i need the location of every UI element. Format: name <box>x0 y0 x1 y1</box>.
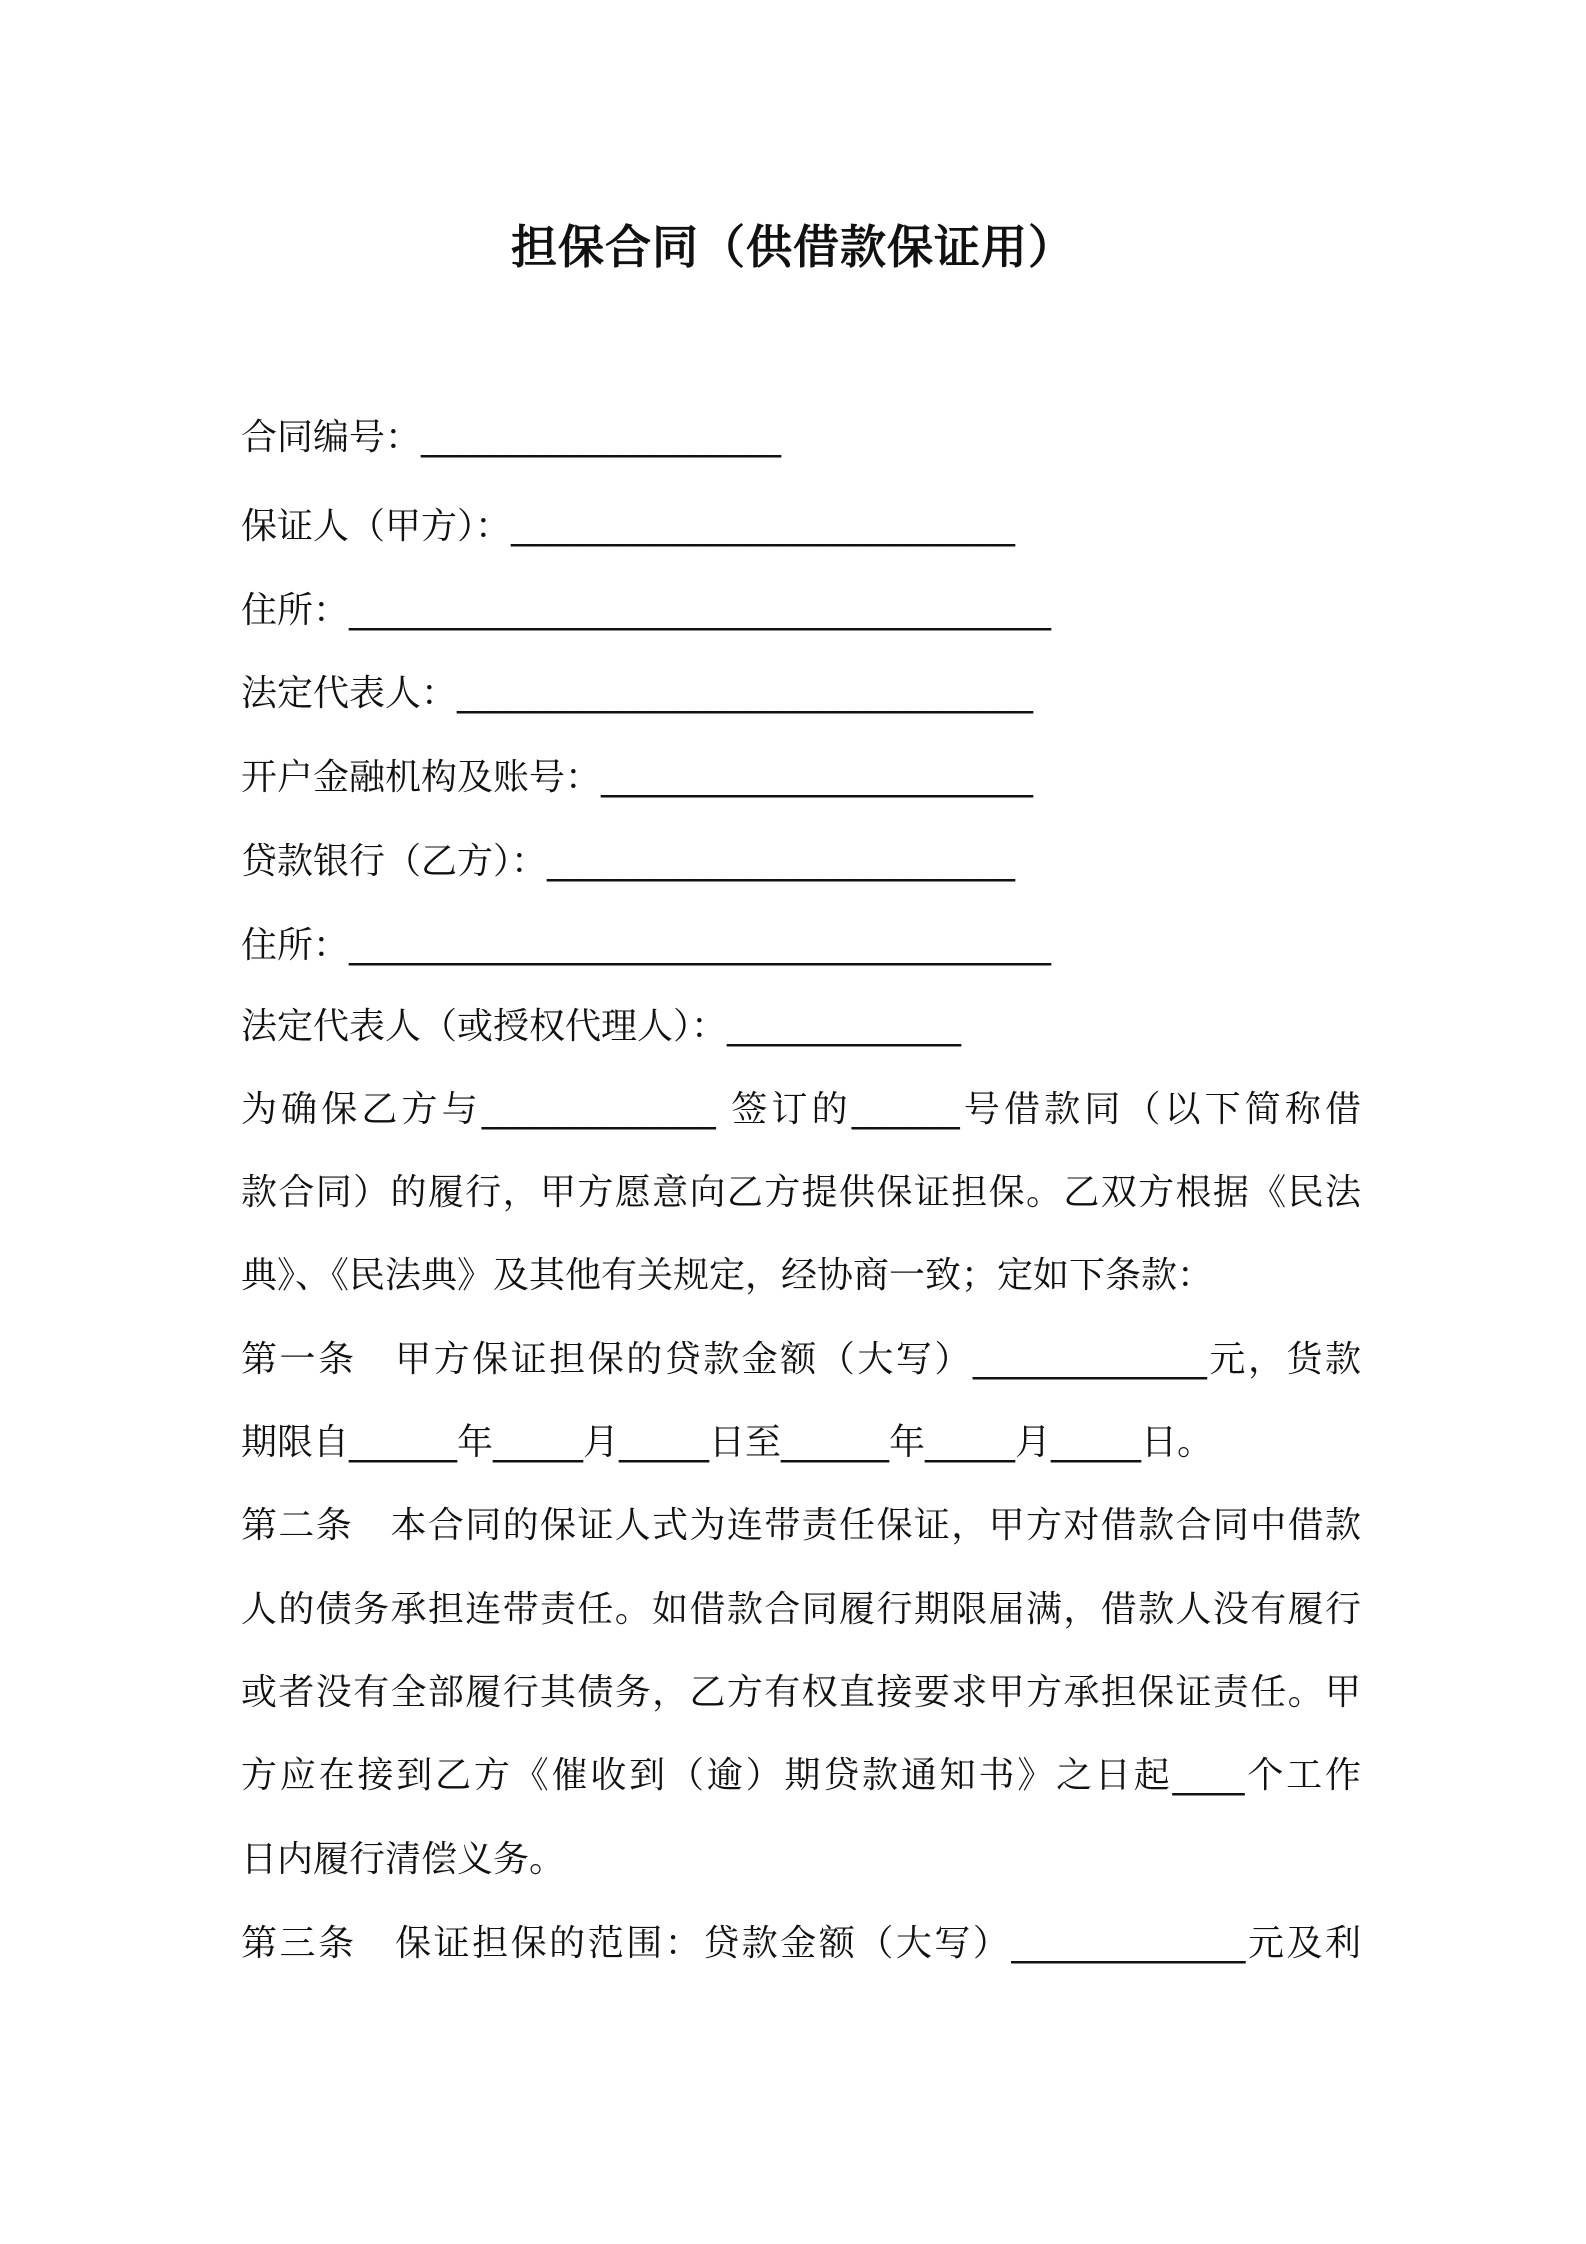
body-line: 典》、《民法典》及其他有关规定，经协商一致；定如下条款： <box>241 1255 1214 1296</box>
field-lending-bank: 贷款银行（乙方）：__________________________ <box>241 841 1016 882</box>
article-3-line: 第三条 保证担保的范围：贷款金额（大写）_____________元及利 <box>241 1923 1361 1964</box>
field-bank-account: 开户金融机构及账号：________________________ <box>241 757 1034 798</box>
field-contract-number: 合同编号：____________________ <box>241 417 782 458</box>
field-guarantor-address: 住所：_______________________________________ <box>241 590 1052 631</box>
article-2-line: 第二条 本合同的保证人式为连带责任保证，甲方对借款合同中借款 <box>241 1505 1361 1546</box>
article-2-line: 或者没有全部履行其债务，乙方有权直接要求甲方承担保证责任。甲 <box>241 1672 1361 1713</box>
article-2-line: 人的债务承担连带责任。如借款合同履行期限届满，借款人没有履行 <box>241 1589 1361 1630</box>
field-bank-address: 住所：_______________________________________ <box>241 925 1052 966</box>
field-authorized-agent: 法定代表人（或授权代理人）：_____________ <box>241 1006 962 1047</box>
article-1-line: 第一条 甲方保证担保的贷款金额（大写）_____________元，货款 <box>241 1339 1361 1380</box>
field-guarantor: 保证人（甲方）：____________________________ <box>241 506 1016 547</box>
body-line: 为确保乙方与_____________ 签订的______号借款同（以下简称借 <box>241 1089 1361 1130</box>
article-2-line: 方应在接到乙方《催收到（逾）期贷款通知书》之日起____个工作 <box>241 1755 1361 1796</box>
body-line: 款合同）的履行，甲方愿意向乙方提供保证担保。乙双方根据《民法 <box>241 1172 1361 1213</box>
document-title: 担保合同（供借款保证用） <box>511 220 1075 274</box>
article-2-line: 日内履行清偿义务。 <box>241 1839 566 1880</box>
article-1-line: 期限自______年_____月_____日至______年_____月_____日。 <box>241 1422 1214 1463</box>
field-legal-representative: 法定代表人：________________________________ <box>241 673 1034 714</box>
